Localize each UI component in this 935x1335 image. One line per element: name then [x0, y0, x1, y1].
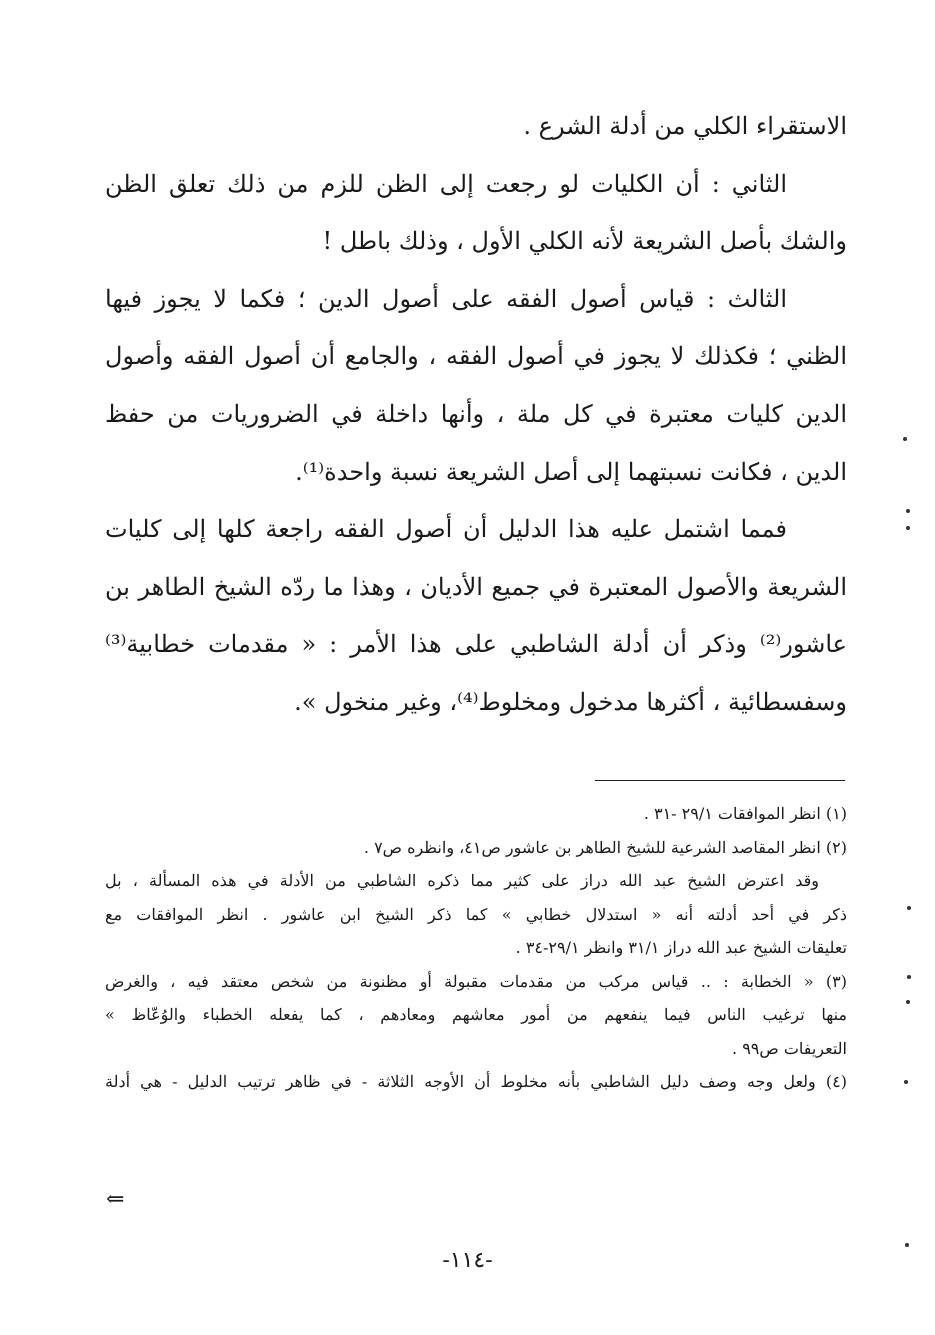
- footnote-line: ذكر في أحد أدلته أنه « استدلال خطابي » كما ذكر الشيخ ابن عاشور . انظر الموافقات مع: [105, 904, 847, 924]
- text-line: الدين ، فكانت نسبتهما إلى أصل الشريعة نسبة واحدة⁽¹⁾.: [295, 457, 847, 486]
- scan-speck: [907, 975, 911, 979]
- footnote-line: (٤) ولعل وجه وصف دليل الشاطبي بأنه مخلوط أن الأوجه الثلاثة - في ظاهر ترتيب الدليل - هي أدلة: [105, 1072, 847, 1091]
- text-line: والشك بأصل الشريعة لأنه الكلي الأول ، وذلك باطل !: [322, 227, 847, 256]
- scan-speck: [906, 1000, 910, 1004]
- text-line: الثالث : قياس أصول الفقه على أصول الدين ؛ فكما لا يجوز فيها: [105, 284, 787, 313]
- text-line: الشريعة والأصول المعتبرة في جميع الأديان ، وهذا ما ردّه الشيخ الطاهر بن: [105, 572, 847, 601]
- text-line: الاستقراء الكلي من أدلة الشرع .: [523, 112, 847, 140]
- scan-speck: [905, 1243, 909, 1247]
- text-line: فمما اشتمل عليه هذا الدليل أن أصول الفقه راجعة كلها إلى كليات: [105, 515, 787, 544]
- text-line: الدين كليات معتبرة في كل ملة ، وأنها داخلة في الضروريات من حفظ: [105, 399, 847, 428]
- scan-speck: [907, 906, 911, 910]
- footnote-line: (٢) انظر المقاصد الشرعية للشيخ الطاهر بن عاشور ص٤١، وانظره ص٧ .: [363, 837, 847, 857]
- footnote-separator: [595, 780, 845, 781]
- footnote-line: وقد اعترض الشيخ عبد الله دراز على كثير مما ذكره الشاطبي من الأدلة في هذه المسألة ، بل: [105, 871, 819, 890]
- scan-speck: [904, 1080, 908, 1084]
- page-number: -١١٤-: [442, 1248, 493, 1273]
- footnote-line: منها ترغيب الناس فيما ينفعهم من أمور معاشهم ومعادهم ، كما يفعله الخطباء والوُعّاظ »: [105, 1005, 847, 1024]
- text-line: وسفسطائية ، أكثرها مدخول ومخلوط⁽⁴⁾، وغير منخول ».: [294, 687, 847, 716]
- continuation-arrow-icon: ⇐: [106, 1187, 125, 1212]
- scan-speck: [906, 526, 910, 530]
- text-line: الثاني : أن الكليات لو رجعت إلى الظن للزم من ذلك تعلق الظن: [105, 169, 787, 198]
- text-line: الظني ؛ فكذلك لا يجوز في أصول الفقه ، والجامع أن أصول الفقه وأصول: [105, 342, 847, 371]
- footnote-line: تعليقات الشيخ عبد الله دراز ٣١/١ وانظر ٢٩/١-٣٤ .: [515, 938, 847, 957]
- footnotes: [105, 797, 847, 1099]
- footnote-line: (١) انظر الموافقات ٢٩/١ -٣١ .: [643, 804, 847, 823]
- scan-speck: [906, 509, 910, 513]
- footnote-line: (٣) « الخطابة : .. قياس مركب من مقدمات مقبولة أو مظنونة من شخص معتقد فيه ، والغرض: [105, 971, 848, 991]
- text-line: عاشور⁽²⁾ وذكر أن أدلة الشاطبي على هذا الأمر : « مقدمات خطابية⁽³⁾: [105, 630, 847, 659]
- scan-speck: [903, 437, 907, 441]
- footnote-line: التعريفات ص٩٩ .: [732, 1038, 847, 1058]
- main-text: [105, 98, 847, 732]
